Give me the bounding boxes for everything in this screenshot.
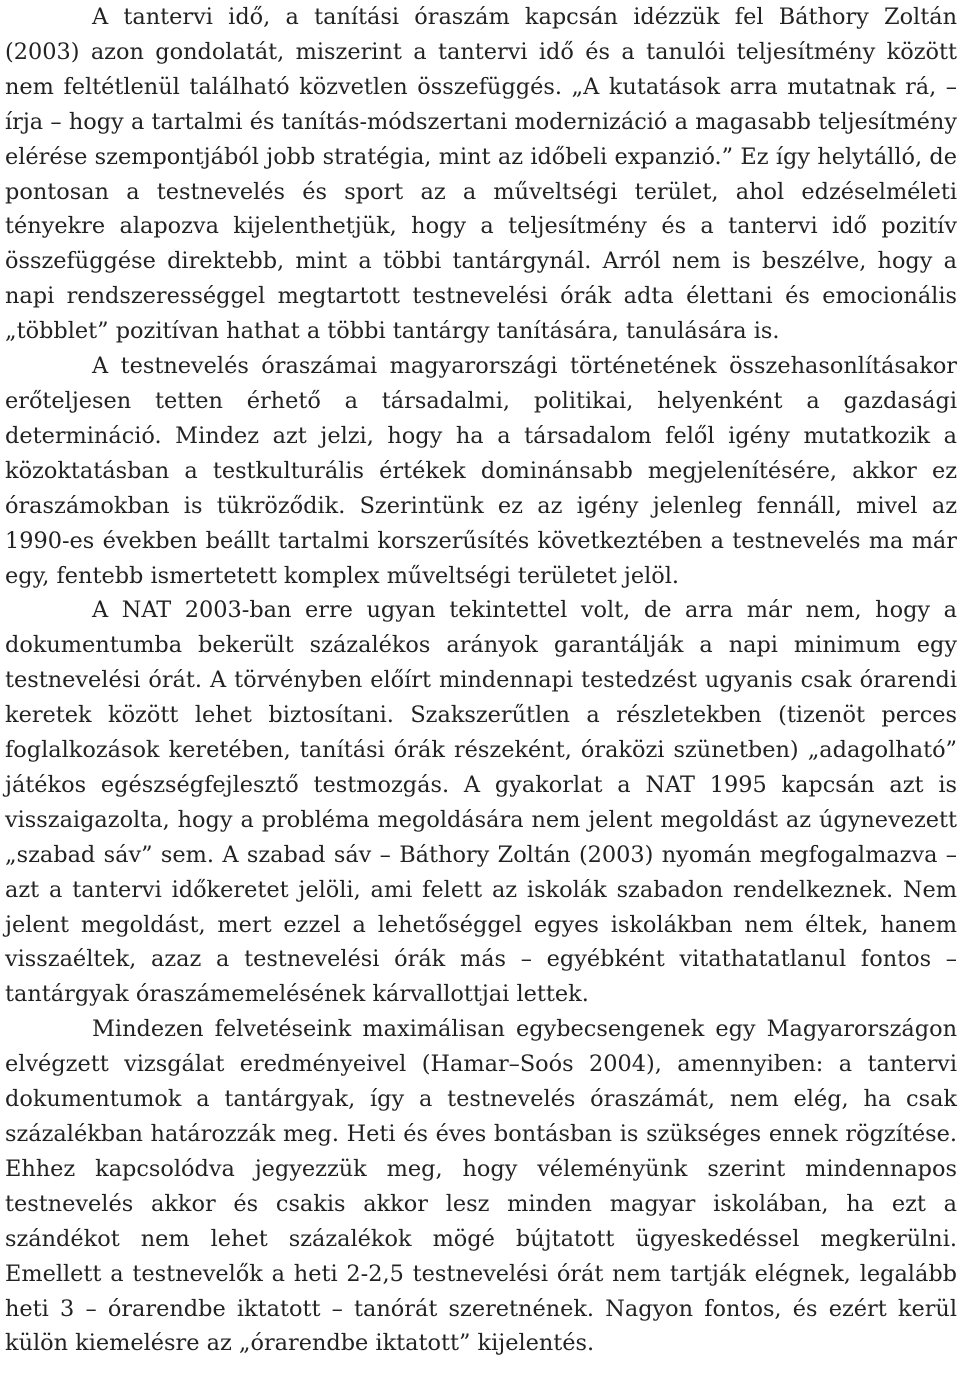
paragraph-3: A NAT 2003-ban erre ugyan tekintettel volt, de arra már nem, hogy a dokumentumba bekerült százalékos arányok garantálják a napi minimum egy testnevelési órát. A törvényben előírt mindennapi testedzést ugyanis csak órarendi keretek között lehet biztosítani. Szakszerűtlen a részletekben (tizenöt perces foglalkozások keretében, tanítási órák részeként, óraközi szünetben) „adagolható” játékos egészségfejlesztő testmozgás. A gyakorlat a NAT 1995 kapcsán azt is visszaigazolta, hogy a probléma megoldására nem jelent megoldást az úgynevezett „szabad sáv” sem. A szabad sáv – Báthory Zoltán (2003) nyomán megfogalmazva – azt a tantervi időkeretet jelöli, ami felett az iskolák szabadon rendelkeznek. Nem jelent megoldást, mert ezzel a lehetőséggel egyes iskolákban nem éltek, hanem visszaéltek, azaz a testnevelési órák más – egyébként vitathatatlanul fontos – tantárgyak óraszámemelésének kárvallottjai lettek. [5, 597, 957, 1008]
paragraph-2: A testnevelés óraszámai magyarországi történetének összehasonlításakor erőteljesen tetten érhető a társadalmi, politikai, helyenként a gazdasági determináció. Mindez azt jelzi, hogy ha a társadalom felől igény mutatkozik a közoktatásban a testkulturális értékek dominánsabb megjelenítésére, akkor ez óraszámokban is tükröződik. Szerintünk ez az igény jelenleg fennáll, mivel az 1990-es években beállt tartalmi korszerűsítés következtében a testnevelés ma már egy, fentebb ismertetett komplex műveltségi területet jelöl. [5, 353, 957, 589]
paragraph-1: A tantervi idő, a tanítási óraszám kapcsán idézzük fel Báthory Zoltán (2003) azon gondolatát, miszerint a tantervi idő és a tanulói teljesítmény között nem feltétlenül található közvetlen összefüggés. „A kutatások arra mutatnak rá, – írja – hogy a tartalmi és tanítás-módszertani modernizáció a magasabb teljesítmény elérése szempontjából jobb stratégia, mint az időbeli expanzió.” Ez így helytálló, de pontosan a testnevelés és sport az a műveltségi terület, ahol edzéselméleti tényekre alapozva kijelenthetjük, hogy a teljesítmény és a tantervi idő pozitív összefüggése direktebb, mint a többi tantárgynál. Arról nem is beszélve, hogy a napi rendszerességgel megtartott testnevelési órák adta élettani és emocionális „többlet” pozitívan hathat a többi tantárgy tanítására, tanulására is. [5, 4, 957, 345]
paragraph-4: Mindezen felvetéseink maximálisan egybecsengenek egy Magyarországon elvégzett vizsgálat eredményeivel (Hamar–Soós 2004), amennyiben: a tantervi dokumentumok a tantárgyak, így a testnevelés óraszámát, nem elég, ha csak százalékban határozzák meg. Heti és éves bontásban is szükséges ennek rögzítése. Ehhez kapcsolódva jegyezzük meg, hogy véleményünk szerint mindennapos testnevelés akkor és csakis akkor lesz minden magyar iskolában, ha ezt a szándékot nem lehet százalékok mögé bújtatott ügyeskedéssel megkerülni. Emellett a testnevelők a heti 2-2,5 testnevelési órát nem tartják elégnek, legalább heti 3 – órarendbe iktatott – tanórát szeretnének. Nagyon fontos, és ezért kerül külön kiemelésre az „órarendbe iktatott” kijelentés. [5, 1016, 957, 1357]
